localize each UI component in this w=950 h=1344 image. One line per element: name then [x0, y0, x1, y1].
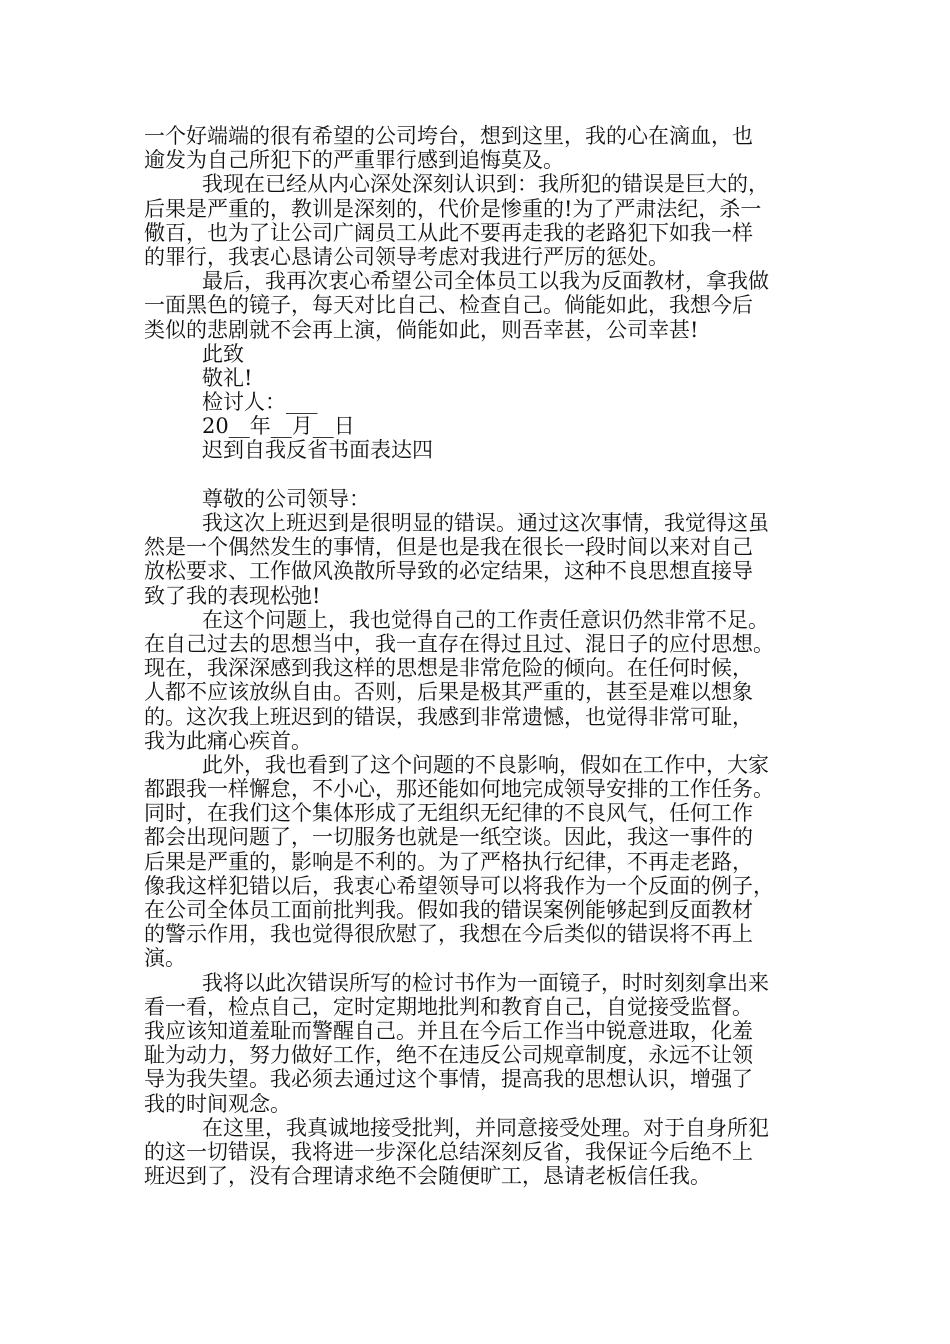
- document-body: [144, 124, 816, 1188]
- text-line: 同时，在我们这个集体形成了无组织无纪律的不良风气，任何工作: [144, 801, 753, 826]
- text-line: 我现在已经从内心深处深刻认识到：我所犯的错误是巨大的，: [202, 172, 769, 197]
- text-line: 在自己过去的思想当中，我一直存在得过且过、混日子的应付思想。: [144, 631, 774, 656]
- text-line: 在这里，我真诚地接受批判，并同意接受处理。对于自身所犯: [202, 1115, 769, 1140]
- text-line: 我将以此次错误所写的检讨书作为一面镜子，时时刻刻拿出来: [202, 970, 769, 995]
- text-line: 的警示作用，我也觉得很欣慰了，我想在今后类似的错误将不再上: [144, 922, 753, 947]
- text-line: 都会出现问题了，一切服务也就是一纸空谈。因此，我这一事件的: [144, 825, 753, 850]
- text-line: 此外，我也看到了这个问题的不良影响，假如在工作中，大家: [202, 752, 769, 777]
- text-line: 的罪行，我衷心恳请公司领导考虑对我进行严厉的惩处。: [144, 244, 669, 269]
- text-line: 在公司全体员工面前批判我。假如我的错误案例能够起到反面教材: [144, 898, 753, 922]
- text-line: 放松要求、工作做风涣散所导致的必定结果，这种不良思想直接导: [144, 559, 753, 584]
- blank-line: [144, 463, 816, 487]
- text-line: 像我这样犯错以后，我衷心希望领导可以将我作为一个反面的例子，: [144, 873, 774, 898]
- text-line: 导为我失望。我必须去通过这个事情，提高我的思想认识，增强了: [144, 1067, 753, 1092]
- text-line: 20__年__月__日: [202, 414, 355, 439]
- text-line: 一个好端端的很有希望的公司垮台，想到这里，我的心在滴血，也: [144, 124, 753, 148]
- text-line: 后果是严重的，教训是深刻的，代价是惨重的!为了严肃法纪，杀一: [144, 196, 762, 221]
- text-line: 后果是严重的，影响是不利的。为了严格执行纪律，不再走老路，: [144, 849, 753, 874]
- text-line: 尊敬的公司领导：: [202, 486, 370, 511]
- text-line: 迟到自我反省书面表达四: [202, 438, 433, 463]
- text-line: 我的时间观念。: [144, 1091, 291, 1116]
- text-line: 的这一切错误，我将进一步深化总结深刻反省，我保证今后绝不上: [144, 1139, 753, 1164]
- text-line: 此致: [202, 341, 244, 366]
- text-line: 儆百，也为了让公司广阔员工从此不要再走我的老路犯下如我一样: [144, 220, 753, 245]
- text-line: 现在，我深深感到我这样的思想是非常危险的倾向。在任何时候，: [144, 656, 753, 681]
- text-line: 致了我的表现松弛!: [144, 583, 321, 608]
- text-line: 然是一个偶然发生的事情，但是也是我在很长一段时间以来对自己: [144, 535, 753, 560]
- text-line: 最后，我再次衷心希望公司全体员工以我为反面教材，拿我做: [202, 269, 769, 294]
- text-line: 逾发为自己所犯下的严重罪行感到追悔莫及。: [144, 148, 564, 173]
- text-line: 人都不应该放纵自由。否则，后果是极其严重的，甚至是难以想象: [144, 680, 753, 705]
- text-line: 在这个问题上，我也觉得自己的工作责任意识仍然非常不足。: [202, 607, 769, 632]
- text-line: 都跟我一样懈怠，不小心，那还能如何地完成领导安排的工作任务。: [144, 777, 774, 802]
- text-line: 看一看，检点自己，定时定期地批判和教育自己，自觉接受监督。: [144, 994, 753, 1019]
- text-line: 我应该知道羞耻而警醒自己。并且在今后工作当中锐意进取，化羞: [144, 1018, 753, 1043]
- text-line: 一面黑色的镜子，每天对比自己、检查自己。倘能如此，我想今后: [144, 293, 753, 318]
- text-line: 敬礼!: [202, 365, 253, 390]
- text-line: 班迟到了，没有合理请求绝不会随便旷工，恳请老板信任我。: [144, 1164, 711, 1189]
- text-line: 类似的悲剧就不会再上演，倘能如此，则吾幸甚，公司幸甚!: [144, 317, 699, 342]
- text-line: 检讨人：___: [202, 390, 318, 415]
- text-line: 我为此痛心疾首。: [144, 728, 312, 753]
- text-line: 耻为动力，努力做好工作，绝不在违反公司规章制度，永远不让领: [144, 1043, 753, 1068]
- text-line: 我这次上班迟到是很明显的错误。通过这次事情，我觉得这虽: [202, 511, 769, 535]
- text-line: 演。: [144, 946, 186, 971]
- text-line: 的。这次我上班迟到的错误，我感到非常遗憾，也觉得非常可耻，: [144, 704, 753, 729]
